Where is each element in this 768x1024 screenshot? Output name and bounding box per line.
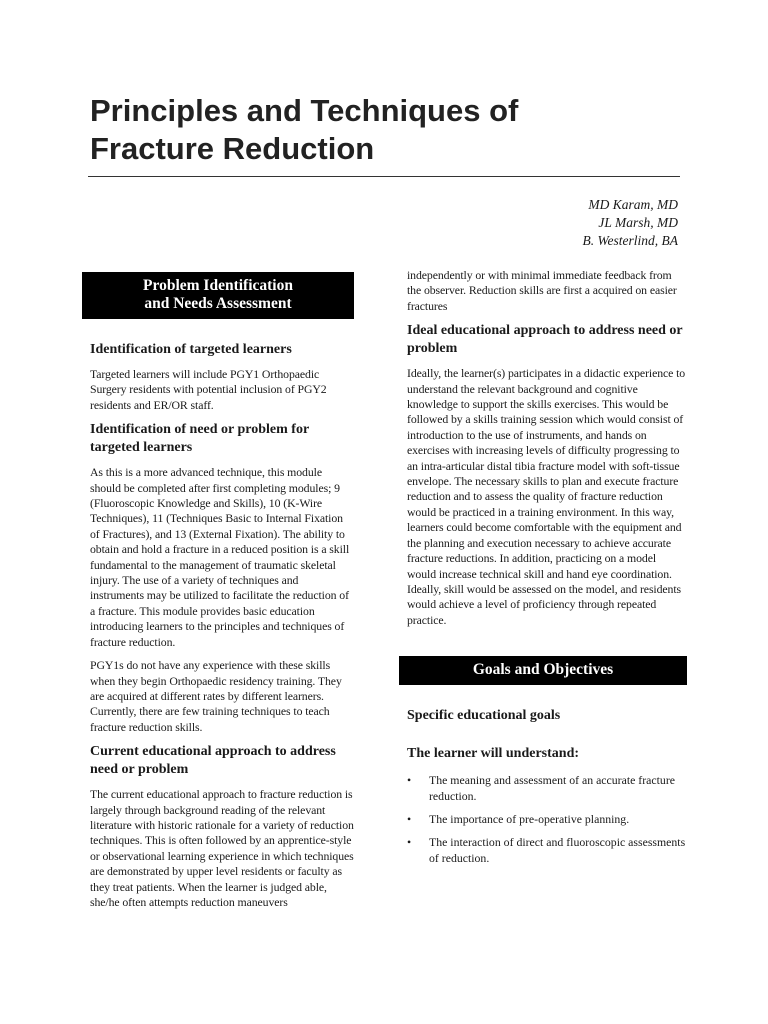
bullet-icon: • [407,835,412,850]
paragraph-ideal-approach: Ideally, the learner(s) participates in a didactic experience to understand the relevant background and cognitive knowledge to support the skills exercises. This would be followed by a skills training session which would consist of introduction to the use of instruments, and hands on exercises with increasing levels of difficulty progressing to an intra-articular distal tibia fracture model with soft-tissue envelope. The necessary skills to plan and execute fracture reduction and to assess the quality of fracture reduction would be practiced in a training environment. In this way, learners could become comfortable with the equipment and the planning and execution necessary to achieve accurate fracture reductions. In addition, practicing on a model would increase technical skill and hand eye coordination. Ideally, skill would be assessed on the model, and residents would achieve a level of proficiency through repeated practice. [407,366,686,627]
paragraph-targeted-learners: Targeted learners will include PGY1 Orthopaedic Surgery residents with potential inclusion of PGY2 residents and ER/OR staff. [90,367,327,412]
heading-learner-will-understand: The learner will understand: [407,746,580,762]
author: MD Karam, MD [588,197,678,212]
heading-current-approach: Current educational approach to address need or problem [90,744,336,778]
document-title [90,92,690,168]
title-line-2: Fracture Reduction [90,131,375,166]
list-item: • The meaning and assessment of an accurate fracture reduction. [407,773,675,803]
paragraph-continued: independently or with minimal immediate feedback from the observer. Reduction skills are first a acquired on easier fractures [407,268,677,313]
paragraph-need-2: PGY1s do not have any experience with these skills when they begin Orthopaedic residency training. They are acquired at different rates by different learners. Currently, there are few training techniques to teach fracture reduction skills. [90,658,342,734]
heading-ideal-approach: Ideal educational approach to address need or problem [407,323,683,357]
title-line-1: Principles and Techniques of [90,93,519,128]
section-banner-goals: Goals and Objectives [399,656,687,685]
section-banner-problem-identification: Problem Identification and Needs Assessment [82,272,354,319]
list-item: • The importance of pre-operative planning. [407,811,630,826]
list-item: • The interaction of direct and fluoroscopic assessments of reduction. [407,835,686,865]
paragraph-need-1: As this is a more advanced technique, this module should be completed after first completing modules; 9 (Fluoroscopic Knowledge and Skills), 10 (K-Wire Techniques), 11 (Techniques Basic to Internal Fixation of Fractures), and 13 (External Fixation). The ability to obtain and hold a fracture in a reduced position is a skill fundamental to the management of traumatic skeletal injury. The use of a variety of techniques and instruments may be utilized to facilitate the reduction of a fracture. This module provides basic education introducing learners to the principles and techniques of fracture reduction. [90,465,350,649]
author-list [583,196,679,250]
title-divider [88,176,680,177]
heading-specific-goals: Specific educational goals [407,708,561,724]
left-column [82,268,354,918]
goals-list [407,773,687,866]
bullet-icon: • [407,773,412,788]
paragraph-current-approach: The current educational approach to fracture reduction is largely through background reading of the relevant literature with historic rationale for a variety of reduction techniques. This is often followed by an apprentice-style or observational learning experience in which techniques are demonstrated by upper level residents or faculty as they treat patients. When the learner is judged able, she/he often attempts reduction maneuvers [90,787,354,909]
author: JL Marsh, MD [598,215,678,230]
heading-need-or-problem: Identification of need or problem for targeted learners [90,422,309,456]
author: B. Westerlind, BA [582,233,678,248]
right-column [399,268,687,874]
heading-targeted-learners: Identification of targeted learners [90,342,292,357]
bullet-icon: • [407,811,412,826]
